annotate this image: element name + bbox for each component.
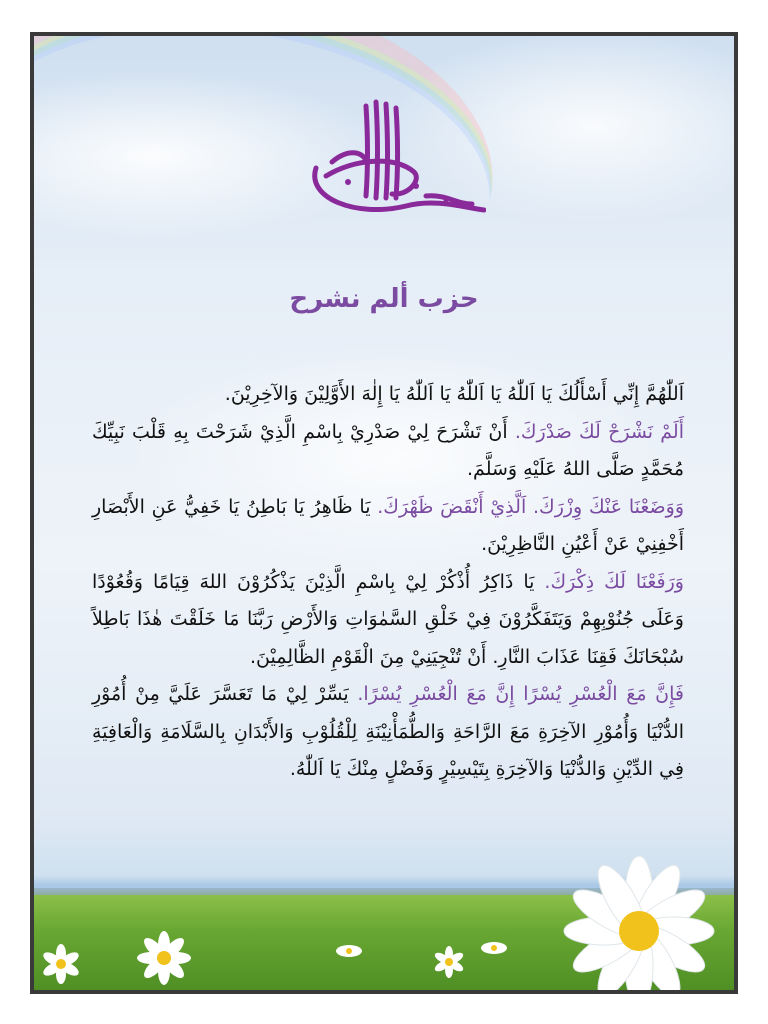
daisy-flower-icon: [129, 931, 199, 986]
basmala-calligraphy: [296, 98, 486, 218]
quran-verse-highlight: وَرَفَعْنَا لَكَ ذِكْرَكَ.: [544, 570, 684, 593]
daisy-flower-icon: [429, 946, 469, 978]
quran-verse-highlight: أَلَمْ نَشْرَحْ لَكَ صَدْرَكَ.: [514, 420, 684, 443]
paragraph-text: يَسِّرْ لِيْ مَا تَعَسَّرَ عَلَيَّ مِنْ أُمُوْرِ الدُّنْيَا وَأُمُوْرِ الآخِرَةِ مَعَ الرَّاحَةِ وَالطُّمَأْنِيْنَةِ لِلْقُلُوْبِ وَالأَبْدَانِ بِالسَّلَامَةِ وَالْعَافِيَةِ فِي الدِّيْنِ وَالدُّنْيَا وَالآخِرَةِ بِتَيْسِيْرٍ وَفَضْلٍ مِنْكَ يَا اَللّٰهُ.: [92, 683, 684, 780]
daisy-flower-icon: [479, 938, 509, 958]
paragraph-text: اَللّٰهُمَّ إِنِّي أَسْأَلُكَ يَا اَللّٰهُ يَا اَللّٰهُ يَا اَللّٰهُ يَا إِلٰهَ الأَوَّلِيْنَ وَالآخِرِيْنَ.: [224, 383, 684, 405]
paragraph-text: يَا ظَاهِرُ يَا بَاطِنُ يَا خَفِيُّ عَنِ الأَبْصَارِ أَخْفِنِيْ عَنْ أَعْيُنِ النَّاظِرِيْنَ.: [92, 495, 684, 555]
paragraph: [92, 489, 684, 564]
quran-verse-highlight: فَإِنَّ مَعَ الْعُسْرِ يُسْرًا إِنَّ مَعَ الْعُسْرِ يُسْرًا.: [357, 683, 684, 705]
page-frame: [30, 32, 738, 994]
daisy-flower-icon: [534, 856, 738, 994]
page-title: حزب ألم نشرح: [289, 284, 479, 314]
paragraph-text: يَا ذَاكِرُ أُذْكُرْ لِيْ بِاسْمِ الَّذِيْنَ يَذْكُرُوْنَ اللهَ قِيَامًا وَقُعُوْدًا وَعَلَى جُنُوْبِهِمْ وَيَتَفَكَّرُوْنَ فِيْ خَلْقِ السَّمٰوَاتِ وَالأَرْضِ رَبَّنَا مَا خَلَقْتَ هٰذَا بَاطِلاً سُبْحَانَكَ فَقِنَا عَذَابَ النَّارِ. أَنْ تُنْجِيَنِيْ مِنَ الْقَوْمِ الظَّالِمِيْنَ.: [92, 570, 684, 668]
paragraph: [92, 676, 684, 789]
paragraph: [92, 376, 684, 414]
paragraph-text: أَنْ تَشْرَحَ لِيْ صَدْرِيْ بِاسْمِ الَّذِيْ شَرَحْتَ بِهِ قَلْبَ نَبِيِّكَ مُحَمَّدٍ صَلَّى اللهُ عَلَيْهِ وَسَلَّمَ.: [92, 420, 684, 480]
paragraph: [92, 564, 684, 677]
daisy-flower-icon: [36, 944, 86, 984]
prayer-text: [92, 376, 684, 789]
daisy-flower-icon: [334, 941, 364, 961]
paragraph: [92, 414, 684, 489]
quran-verse-highlight: وَوَضَعْنَا عَنْكَ وِزْرَكَ. اَلَّذِيْ أَنْقَضَ ظَهْرَكَ.: [377, 495, 684, 518]
